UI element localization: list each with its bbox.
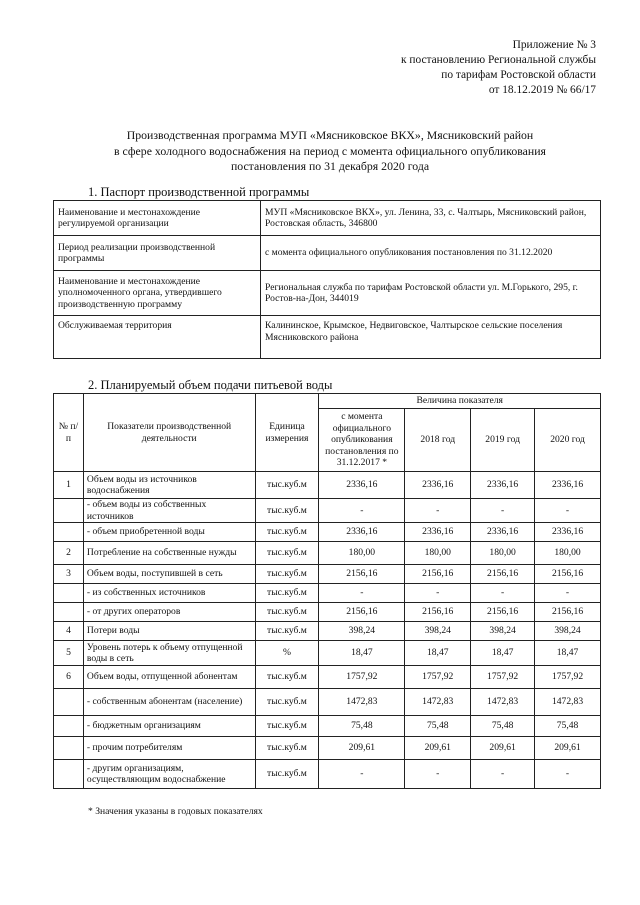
passport-label: Наименование и местонахождение уполномоченного органа, утвердившего производственную программу [54, 271, 261, 316]
row-2018: - [405, 499, 471, 523]
row-2020: 2336,16 [535, 472, 601, 499]
row-unit: тыс.куб.м [255, 584, 319, 603]
row-2019: 18,47 [471, 641, 535, 666]
row-2018: 2156,16 [405, 603, 471, 622]
row-num [54, 716, 84, 737]
row-period0: 18,47 [319, 641, 405, 666]
table-row [54, 716, 601, 737]
row-2020: 75,48 [535, 716, 601, 737]
row-2020: 2156,16 [535, 603, 601, 622]
table-row [54, 603, 601, 622]
table-row [54, 689, 601, 716]
row-period0: 2336,16 [319, 472, 405, 499]
passport-table [53, 200, 601, 359]
row-name: - объем воды из собственных источников [83, 499, 255, 523]
row-2018: 75,48 [405, 716, 471, 737]
title-line: постановления по 31 декабря 2020 года [230, 159, 430, 173]
section1-heading: 1. Паспорт производственной программы [88, 185, 310, 199]
header-2020: 2020 год [535, 409, 601, 472]
passport-value: Калининское, Крымское, Недвиговское, Чалтырское сельские поселения Мясниковского района [261, 316, 601, 359]
row-num: 6 [54, 666, 84, 689]
row-period0: 2156,16 [319, 565, 405, 584]
passport-value: с момента официального опубликования постановления по 31.12.2020 [261, 236, 601, 271]
table-row [54, 641, 601, 666]
header-row [54, 394, 601, 409]
passport-value: Региональная служба по тарифам Ростовской области ул. М.Горького, 295, г. Ростов-на-Дон, 344019 [261, 271, 601, 316]
row-2019: 2336,16 [471, 472, 535, 499]
row-period0: 1757,92 [319, 666, 405, 689]
row-2020: - [535, 584, 601, 603]
row-num: 2 [54, 542, 84, 565]
row-period0: 398,24 [319, 622, 405, 641]
row-num: 1 [54, 472, 84, 499]
row-unit: тыс.куб.м [255, 499, 319, 523]
appendix-line: по тарифам Ростовской области [441, 69, 596, 81]
passport-label: Период реализации производственной программы [54, 236, 261, 271]
row-2019: 1757,92 [471, 666, 535, 689]
header-period0: с момента официального опубликования постановления по 31.12.2017 * [319, 409, 405, 472]
row-period0: 180,00 [319, 542, 405, 565]
row-num [54, 603, 84, 622]
table-row [54, 760, 601, 789]
row-name: - из собственных источников [83, 584, 255, 603]
row-unit: тыс.куб.м [255, 716, 319, 737]
table-row [54, 523, 601, 542]
row-2020: 180,00 [535, 542, 601, 565]
row-unit: тыс.куб.м [255, 737, 319, 760]
row-period0: - [319, 584, 405, 603]
row-unit: тыс.куб.м [255, 472, 319, 499]
row-name: - объем приобретенной воды [83, 523, 255, 542]
passport-row [54, 271, 601, 316]
row-num: 3 [54, 565, 84, 584]
row-num [54, 523, 84, 542]
row-name: - от других операторов [83, 603, 255, 622]
row-2020: 1472,83 [535, 689, 601, 716]
volume-table-body [54, 472, 601, 789]
header-2018: 2018 год [405, 409, 471, 472]
row-2019: - [471, 760, 535, 789]
row-2018: 2336,16 [405, 472, 471, 499]
row-num [54, 584, 84, 603]
row-num [54, 689, 84, 716]
row-2018: 1757,92 [405, 666, 471, 689]
row-name: - другим организациям, осуществляющим водоснабжение [83, 760, 255, 789]
table-row [54, 565, 601, 584]
row-2020: 2336,16 [535, 523, 601, 542]
row-name: - бюджетным организациям [83, 716, 255, 737]
row-2020: 398,24 [535, 622, 601, 641]
row-2019: 1472,83 [471, 689, 535, 716]
row-2019: 209,61 [471, 737, 535, 760]
title-line: в сфере холодного водоснабжения на период с момента официального опубликования [114, 143, 546, 158]
row-2018: 1472,83 [405, 689, 471, 716]
row-unit: тыс.куб.м [255, 523, 319, 542]
row-num [54, 737, 84, 760]
row-name: Потери воды [83, 622, 255, 641]
row-period0: 2336,16 [319, 523, 405, 542]
row-name: - прочим потребителям [83, 737, 255, 760]
row-2020: 209,61 [535, 737, 601, 760]
document-title [60, 128, 600, 175]
row-2018: - [405, 760, 471, 789]
row-unit: тыс.куб.м [255, 760, 319, 789]
header-unit: Единица измерения [255, 394, 319, 472]
appendix-line: Приложение № 3 [512, 39, 596, 51]
row-2019: 180,00 [471, 542, 535, 565]
row-2020: 18,47 [535, 641, 601, 666]
table-row [54, 666, 601, 689]
row-2019: 2336,16 [471, 523, 535, 542]
section2-heading: 2. Планируемый объем подачи питьевой воды [88, 378, 333, 392]
table-row [54, 472, 601, 499]
row-period0: 2156,16 [319, 603, 405, 622]
row-period0: - [319, 499, 405, 523]
row-2020: 1757,92 [535, 666, 601, 689]
footnote: * Значения указаны в годовых показателях [88, 806, 263, 817]
row-num [54, 499, 84, 523]
passport-row [54, 236, 601, 271]
table-row [54, 737, 601, 760]
row-2020: - [535, 499, 601, 523]
row-2019: 75,48 [471, 716, 535, 737]
table-row [54, 622, 601, 641]
row-name: Объем воды из источников водоснабжения [83, 472, 255, 499]
row-2019: 2156,16 [471, 565, 535, 584]
row-num: 5 [54, 641, 84, 666]
row-2018: 2156,16 [405, 565, 471, 584]
table-row [54, 584, 601, 603]
passport-row [54, 316, 601, 359]
row-period0: 1472,83 [319, 689, 405, 716]
row-2018: 398,24 [405, 622, 471, 641]
row-name: Уровень потерь к объему отпущенной воды в сеть [83, 641, 255, 666]
appendix-block [401, 38, 596, 98]
passport-row [54, 201, 601, 236]
passport-value: МУП «Мясниковское ВКХ», ул. Ленина, 33, с. Чалтырь, Мясниковский район, Ростовская область, 346800 [261, 201, 601, 236]
row-period0: 209,61 [319, 737, 405, 760]
row-2018: 2336,16 [405, 523, 471, 542]
row-2018: 180,00 [405, 542, 471, 565]
header-indicator: Показатели производственной деятельности [83, 394, 255, 472]
header-value-group: Величина показателя [319, 394, 601, 409]
row-name: Потребление на собственные нужды [83, 542, 255, 565]
row-unit: тыс.куб.м [255, 622, 319, 641]
row-period0: - [319, 760, 405, 789]
table-row [54, 499, 601, 523]
passport-label: Обслуживаемая территория [54, 316, 261, 359]
row-2020: 2156,16 [535, 565, 601, 584]
row-2019: - [471, 584, 535, 603]
row-2018: 18,47 [405, 641, 471, 666]
volume-table [53, 393, 601, 789]
row-2020: - [535, 760, 601, 789]
row-name: Объем воды, поступившей в сеть [83, 565, 255, 584]
row-unit: тыс.куб.м [255, 666, 319, 689]
row-2019: 398,24 [471, 622, 535, 641]
appendix-line: от 18.12.2019 № 66/17 [488, 84, 596, 96]
row-unit: тыс.куб.м [255, 565, 319, 584]
appendix-line: к постановлению Региональной службы [400, 54, 596, 66]
passport-label: Наименование и местонахождение регулируемой организации [54, 201, 261, 236]
row-2018: - [405, 584, 471, 603]
row-2019: 2156,16 [471, 603, 535, 622]
row-unit: % [255, 641, 319, 666]
row-name: Объем воды, отпущенной абонентам [83, 666, 255, 689]
header-2019: 2019 год [471, 409, 535, 472]
row-2018: 209,61 [405, 737, 471, 760]
title-line: Производственная программа МУП «Мясниковское ВКХ», Мясниковский район [126, 128, 534, 142]
row-name: - собственным абонентам (население) [83, 689, 255, 716]
row-unit: тыс.куб.м [255, 689, 319, 716]
row-2019: - [471, 499, 535, 523]
row-unit: тыс.куб.м [255, 603, 319, 622]
row-period0: 75,48 [319, 716, 405, 737]
row-num: 4 [54, 622, 84, 641]
row-num [54, 760, 84, 789]
row-unit: тыс.куб.м [255, 542, 319, 565]
table-row [54, 542, 601, 565]
header-num: № п/п [54, 394, 84, 472]
